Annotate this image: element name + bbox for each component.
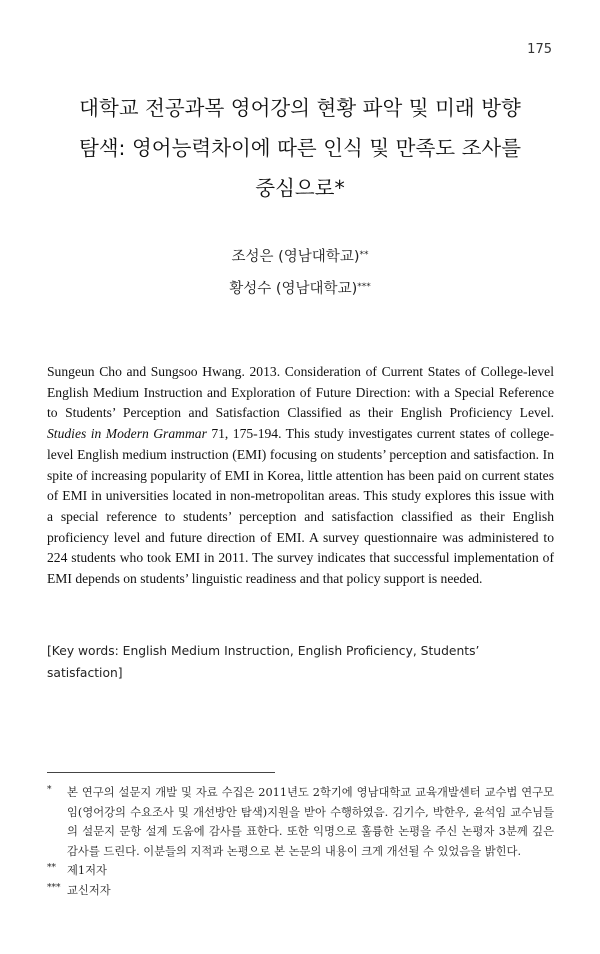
paper-title	[40, 88, 560, 208]
footnote	[47, 861, 554, 881]
author-list	[40, 240, 560, 304]
title-line: 대학교 전공과목 영어강의 현황 파악 및 미래 방향	[79, 96, 521, 120]
footnote-text: 제1저자	[67, 864, 107, 878]
abstract	[47, 362, 554, 590]
author-name: 황성수 (영남대학교)	[229, 281, 358, 297]
journal-name: Studies in Modern Grammar	[47, 426, 207, 442]
footnote	[47, 881, 554, 901]
footnote-mark: ***	[47, 882, 61, 893]
page-number: 175	[527, 42, 552, 57]
author-line	[40, 272, 560, 304]
footnote-text: 본 연구의 설문지 개발 및 자료 수집은 2011년도 2학기에 영남대학교 교육개발센터 교수법 연구모임(영어강의 수요조사 및 개선방안 탐색)지원을 받아 수행하였음. 김기수, 박한우, 윤석임 교수님들의 설문지 문항 설계 도움에 감사를 표한다. 또한 익명으로 훌륭한 논평을 주신 논평자 3분께 깊은 감사를 드린다. 이분들의 지적과 논평으로 본 논문의 내용이 크게 개선될 수 있었음을 밝힌다.	[67, 786, 554, 858]
footnote-text: 교신저자	[67, 883, 111, 897]
author-mark: **	[359, 250, 369, 260]
author-name: 조성은 (영남대학교)	[231, 249, 360, 265]
footnote-mark: *	[47, 785, 52, 795]
abstract-body: 71, 175-194. This study investigates current states of college-level English medium instruction (EMI) focusing on students’ perception and satisfaction. In spite of increasing popularity of EMI in Korea, little attention has been paid on current states of EMI in universities located in non-metropolitan areas. This study explores this issue with a special reference to students’ perception and satisfaction classified as their English proficiency level and future direction of EMI. A survey questionnaire was administered to 224 students who took EMI in 2011. The survey indicates that successful implementation of EMI depends on students’ linguistic readiness and that policy support is needed.	[47, 426, 554, 587]
footnote	[47, 783, 554, 861]
footnote-divider	[47, 772, 275, 773]
author-mark: ***	[357, 282, 371, 292]
title-line: 탐색: 영어능력차이에 따른 인식 및 만족도 조사를	[78, 136, 522, 160]
footnote-mark: **	[47, 863, 56, 874]
author-line	[40, 240, 560, 272]
keywords: [Key words: English Medium Instruction, English Proficiency, Students’ satisfaction]	[47, 644, 480, 680]
title-line: 중심으로*	[255, 176, 345, 200]
abstract-citation: Sungeun Cho and Sungsoo Hwang. 2013. Consideration of Current States of College-level English Medium Instruction and Exploration of Future Direction: with a Special Reference to Students’ Perception and Satisfaction Classified as their English Proficiency Level.	[47, 364, 554, 421]
footnotes	[47, 783, 554, 901]
